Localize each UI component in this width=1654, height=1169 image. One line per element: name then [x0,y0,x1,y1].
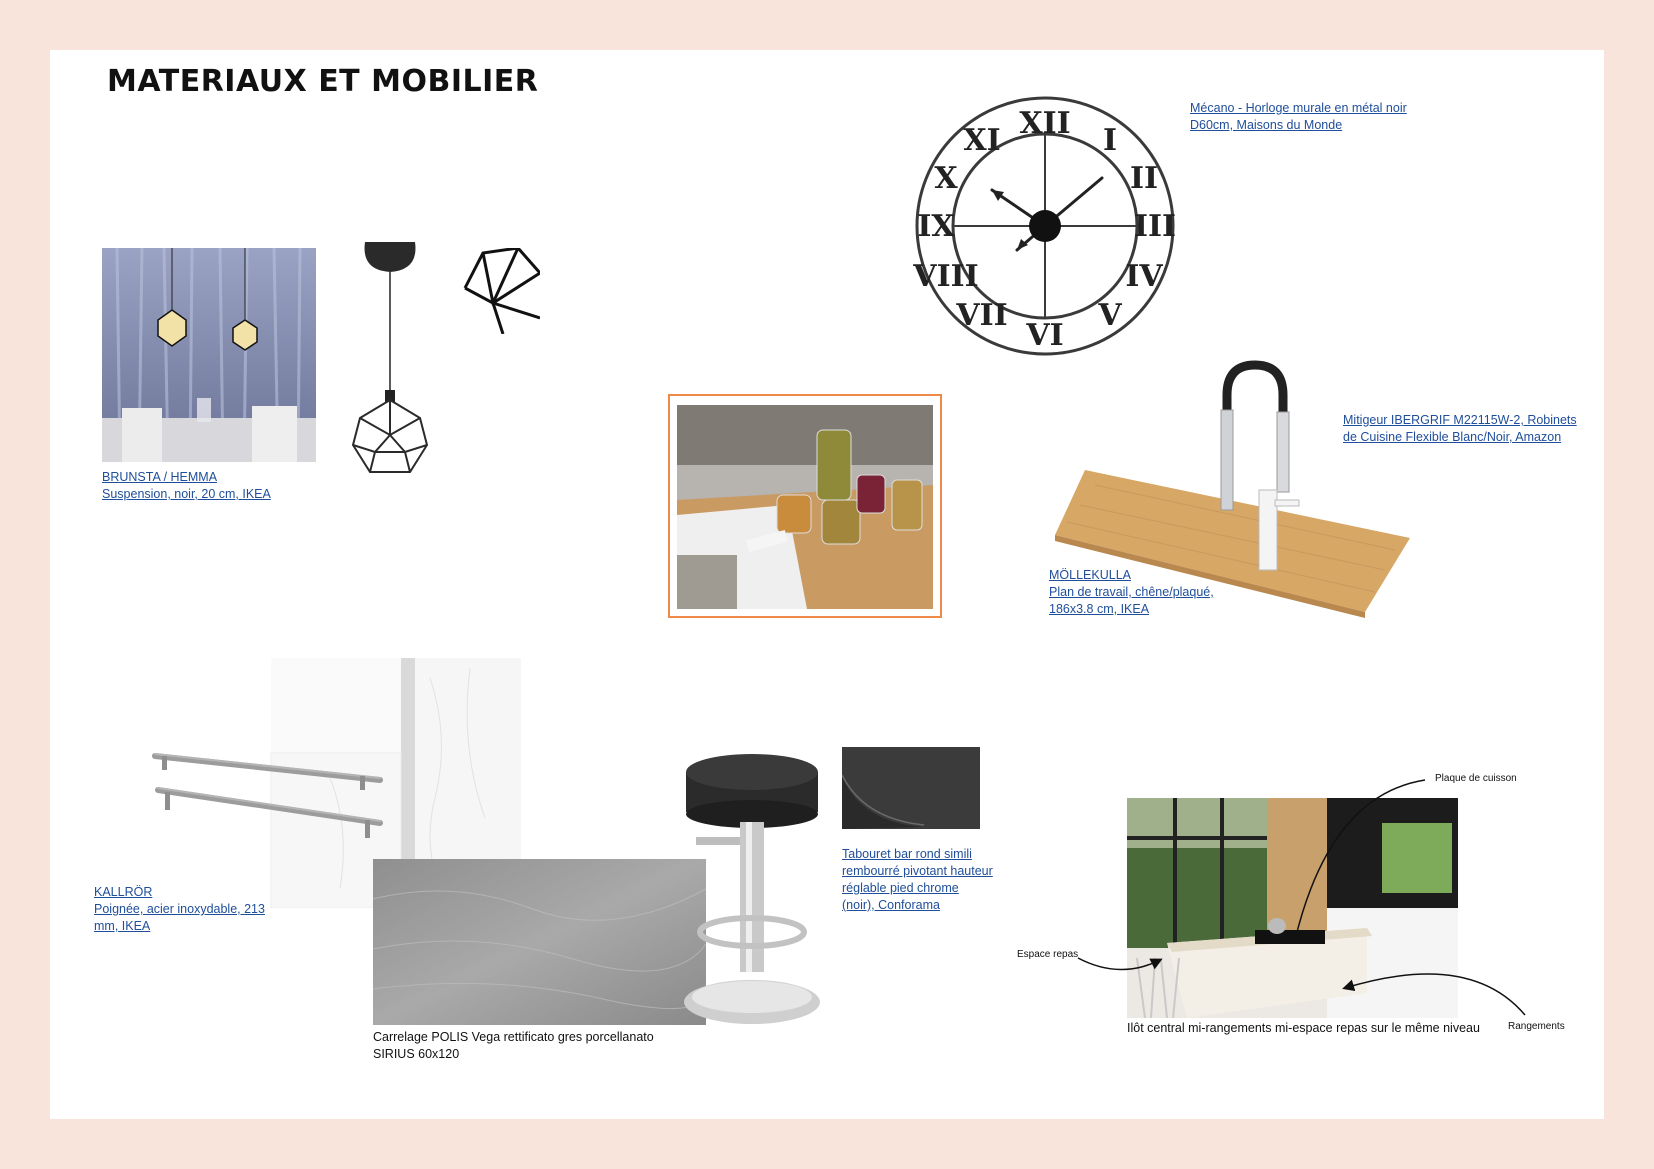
page-title: MATERIAUX ET MOBILIER [107,64,539,99]
svg-text:X: X [934,161,958,196]
worktop-line-2[interactable]: 186x3.8 cm, IKEA [1049,602,1150,616]
faucet-line-2[interactable]: de Cuisine Flexible Blanc/Noir, Amazon [1343,430,1562,444]
arrow-dining [1078,958,1160,970]
island-caption: Ilôt central mi-rangements mi-espace repas sur le même niveau [1127,1021,1480,1035]
svg-text:II: II [1129,161,1159,196]
clock-line-1[interactable]: Mécano - Horloge murale en métal noir [1190,101,1407,115]
worktop-name[interactable]: MÖLLEKULLA [1049,568,1131,582]
stool-line-2[interactable]: rembourré pivotant hauteur [842,864,993,878]
svg-text:VIII: VIII [913,259,979,294]
stool-line-4[interactable]: (noir), Conforama [842,898,940,912]
svg-text:III: III [1133,209,1177,244]
svg-text:VI: VI [1026,318,1064,353]
stool-line-3[interactable]: réglable pied chrome [842,881,959,895]
handle-line-1[interactable]: Poignée, acier inoxydable, 213 [94,902,265,916]
pendant-name[interactable]: BRUNSTA / HEMMA [102,470,218,484]
svg-text:XI: XI [963,123,1001,158]
handle-line-2[interactable]: mm, IKEA [94,919,151,933]
arrow-cooktop [1295,780,1425,940]
tile-line-2: SIRIUS 60x120 [373,1047,460,1061]
stool-line-1[interactable]: Tabouret bar rond simili [842,847,972,861]
label-cooktop: Plaque de cuisson [1435,773,1517,784]
arrow-storage [1345,974,1525,1015]
label-storage: Rangements [1508,1021,1565,1032]
svg-text:VII: VII [956,298,1008,333]
svg-text:V: V [1098,298,1122,333]
svg-text:I: I [1102,123,1118,158]
faucet-line-1[interactable]: Mitigeur IBERGRIF M22115W-2, Robinets [1343,413,1577,427]
pendant-desc[interactable]: Suspension, noir, 20 cm, IKEA [102,487,271,501]
handle-name[interactable]: KALLRÖR [94,885,153,899]
worktop-line-1[interactable]: Plan de travail, chêne/plaqué, [1049,585,1214,599]
label-dining: Espace repas [1017,949,1079,960]
svg-text:IX: IX [917,209,955,244]
clock-line-2[interactable]: D60cm, Maisons du Monde [1190,118,1343,132]
svg-text:XII: XII [1019,106,1071,141]
svg-text:IV: IV [1125,259,1163,294]
tile-line-1: Carrelage POLIS Vega rettificato gres porcellanato [373,1030,654,1044]
